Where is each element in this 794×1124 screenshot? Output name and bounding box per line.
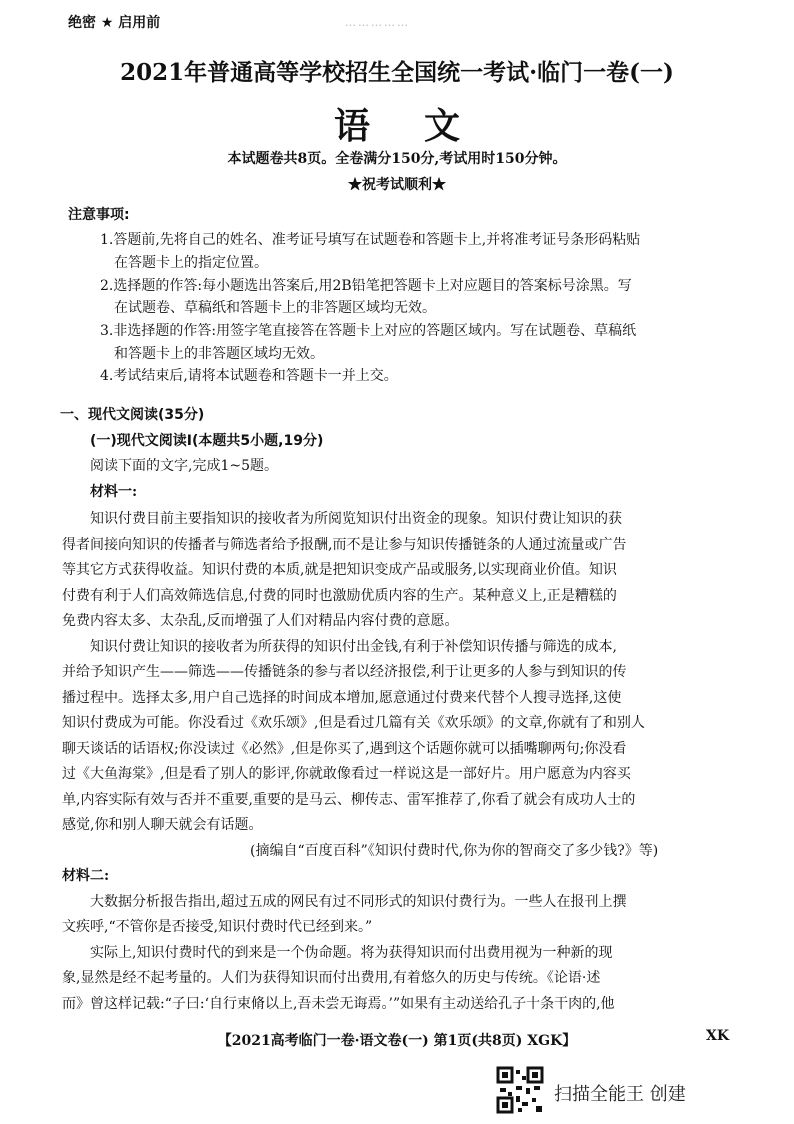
paragraph-line: 过《大鱼海棠》,但是看了别人的影评,你就敢像看过一样说这是一部好片。用户愿意为内容买 — [62, 766, 631, 782]
qr-code-icon — [496, 1066, 544, 1114]
paragraph-line: 而》曾这样记载:“子曰:‘自行束脩以上,吾未尝无诲焉。’”如果有主动送给孔子十条干肉的,他 — [62, 996, 615, 1012]
paragraph-line: 免费内容太多、太杂乱,反而增强了人们对精品内容付费的意愿。 — [62, 613, 459, 629]
faint-stamp: …………… — [345, 16, 410, 29]
paragraph-line: 文疾呼,“不管你是否接受,知识付费时代已经到来。” — [62, 919, 373, 935]
paragraph-line: 单,内容实际有效与否并不重要,重要的是马云、柳传志、雷军推荐了,你看了就会有成功人士的 — [62, 792, 636, 808]
paragraph-line: 聊天谈话的话语权;你没读过《必然》,但是你买了,遇到这个话题你就可以插嘴聊两句;你没看 — [62, 741, 627, 757]
material1-label: 材料一: — [90, 484, 138, 500]
paragraph-line: 象,显然是经不起考量的。人们为获得知识而付出费用,有着悠久的历史与传统。《论语·述 — [62, 970, 601, 986]
subject-title: 语文 — [333, 105, 514, 147]
paragraph-line: 知识付费让知识的接收者为所获得的知识付出金钱,有利于补偿知识传播与筛选的成本, — [90, 639, 617, 655]
page-footer: 【2021高考临门一卷·语文卷(一) 第1页(共8页) XGK】 — [217, 1033, 577, 1049]
paragraph-line: 得者间接向知识的传播者与筛选者给予报酬,而不是让参与知识传播链条的人通过流量或广告 — [62, 537, 627, 553]
material2-label: 材料二: — [62, 868, 110, 884]
section-title: 一、现代文阅读(35分) — [60, 407, 205, 423]
exam-title: 2021年普通高等学校招生全国统一考试·临门一卷(一) — [120, 59, 674, 86]
material1-source: (摘编自“百度百科”《知识付费时代,你为你的智商交了多少钱?》等) — [250, 843, 659, 859]
paragraph-line: 大数据分析报告指出,超过五成的网民有过不同形式的知识付费行为。一些人在报刊上撰 — [90, 894, 627, 910]
note-line: 4.考试结束后,请将本试题卷和答题卡一并上交。 — [100, 368, 398, 384]
paragraph-line: 播过程中。选择太多,用户自己选择的时间成本增加,愿意通过付费来代替个人搜寻选择,这使 — [62, 690, 622, 706]
note-line: 1.答题前,先将自己的姓名、准考证号填写在试题卷和答题卡上,并将准考证号条形码粘贴 — [100, 232, 641, 248]
paragraph-line: 知识付费成为可能。你没看过《欢乐颂》,但是看过几篇有关《欢乐颂》的文章,你就有了和别人 — [62, 715, 645, 731]
good-luck-line: ★祝考试顺利★ — [348, 177, 446, 193]
paragraph-line: 并给予知识产生——筛选——传播链条的参与者以经济报偿,利于让更多的人参与到知识的传 — [62, 664, 627, 680]
paragraph-line: 付费有利于人们高效筛选信息,付费的同时也激励优质内容的生产。某种意义上,正是糟糕的 — [62, 588, 617, 604]
section-subtitle: (一)现代文阅读Ⅰ(本题共5小题,19分) — [90, 433, 324, 449]
scanner-watermark: 扫描全能王 创建 — [554, 1084, 686, 1105]
paragraph-line: 实际上,知识付费时代的到来是一个伪命题。将为获得知识而付出费用视为一种新的现 — [90, 945, 613, 961]
note-line: 在试题卷、草稿纸和答题卡上的非答题区域均无效。 — [114, 300, 436, 316]
note-line: 在答题卡上的指定位置。 — [114, 255, 268, 271]
secret-label: 绝密 ★ 启用前 — [68, 15, 161, 31]
exam-info: 本试题卷共8页。全卷满分150分,考试用时150分钟。 — [227, 151, 567, 167]
paragraph-line: 等其它方式获得收益。知识付费的本质,就是把知识变成产品或服务,以实现商业价值。知识 — [62, 562, 617, 578]
instruction: 阅读下面的文字,完成1~5题。 — [90, 458, 278, 474]
notes-heading: 注意事项: — [68, 207, 130, 223]
note-line: 和答题卡上的非答题区域均无效。 — [114, 346, 324, 362]
footer-code: XK — [706, 1028, 730, 1044]
note-line: 3.非选择题的作答:用签字笔直接答在答题卡上对应的答题区域内。写在试题卷、草稿纸 — [100, 323, 637, 339]
note-line: 2.选择题的作答:每小题选出答案后,用2B铅笔把答题卡上对应题目的答案标号涂黑。写 — [100, 278, 632, 294]
paragraph-line: 感觉,你和别人聊天就会有话题。 — [62, 817, 263, 833]
paragraph-line: 知识付费目前主要指知识的接收者为所阅览知识付出资金的现象。知识付费让知识的获 — [90, 511, 622, 527]
